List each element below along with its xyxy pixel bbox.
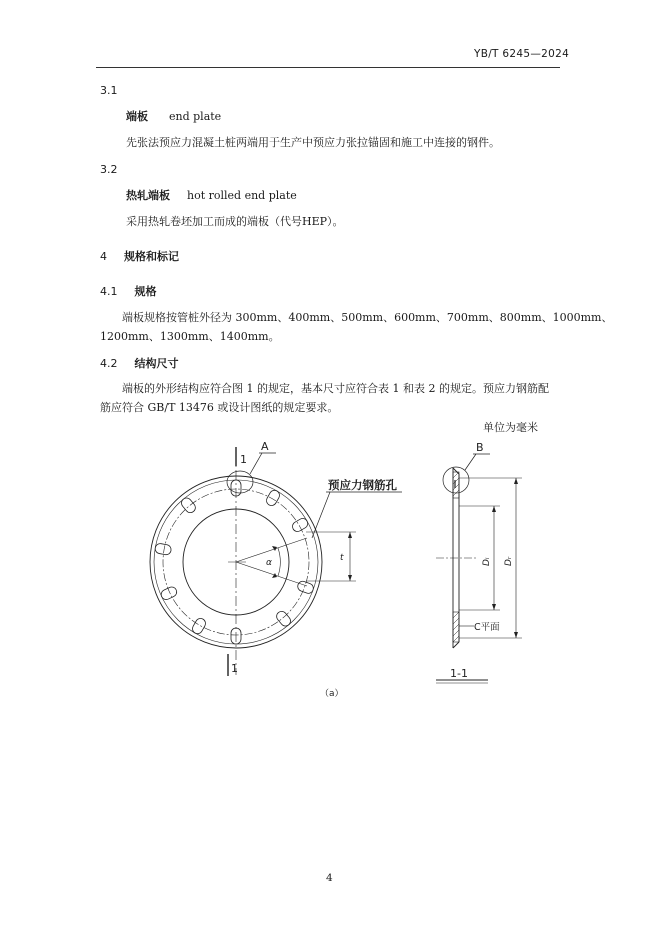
hatch-line bbox=[453, 484, 459, 490]
hole-slot bbox=[154, 543, 171, 556]
dr-arrow-top bbox=[514, 478, 518, 484]
section-view bbox=[436, 454, 522, 683]
clause-4-2-body-line1: 端板的外形结构应符合图 1 的规定，基本尺寸应符合表 1 和表 2 的规定。预应力钢筋配 bbox=[122, 382, 549, 395]
section-title: 1-1 bbox=[450, 667, 468, 680]
term-zh: 端板 bbox=[126, 110, 148, 123]
t-arrow-top bbox=[348, 532, 352, 538]
term-en: hot rolled end plate bbox=[187, 189, 297, 202]
chapter-number: 4 bbox=[100, 250, 107, 263]
clause-4-1-body-line2: 1200mm、1300mm、1400mm。 bbox=[100, 330, 280, 343]
clause-title: 结构尺寸 bbox=[134, 357, 179, 370]
hatch-line bbox=[453, 612, 459, 618]
hole-slot bbox=[265, 488, 282, 507]
dr-arrow-bottom bbox=[514, 632, 518, 638]
di-arrow-bottom bbox=[492, 604, 496, 610]
section-mark-top-label: 1 bbox=[240, 453, 247, 466]
detail-b-leader bbox=[465, 454, 476, 470]
hole-label-leader bbox=[312, 492, 330, 538]
term-zh: 热轧端板 bbox=[126, 189, 170, 202]
standard-code: YB/T 6245—2024 bbox=[474, 48, 570, 60]
dr-label: Dᵣ bbox=[504, 556, 514, 566]
clause-3-2-number: 3.2 bbox=[100, 163, 118, 176]
clause-3-1-definition: 先张法预应力混凝土桩两端用于生产中预应力张拉锚固和施工中连接的钢件。 bbox=[126, 136, 500, 149]
hatch-line bbox=[453, 630, 459, 636]
alpha-label: α bbox=[266, 558, 272, 568]
page-number: 4 bbox=[326, 872, 333, 884]
detail-b-label: B bbox=[476, 441, 484, 454]
c-plane-label: C平面 bbox=[474, 622, 500, 633]
hole-slot bbox=[291, 517, 310, 534]
clause-4-1-body-line1: 端板规格按管桩外径为 300mm、400mm、500mm、600mm、700mm、800mm、1000mm、 bbox=[122, 311, 613, 324]
section-mark-bottom-label: 1 bbox=[231, 662, 238, 675]
hole-label: 预应力钢筋孔 bbox=[328, 478, 397, 492]
chapter-title: 规格和标记 bbox=[124, 250, 179, 263]
unit-note: 单位为毫米 bbox=[483, 421, 538, 434]
detail-a-label: A bbox=[261, 440, 269, 453]
clause-3-1-number: 3.1 bbox=[100, 84, 118, 97]
alpha-arrow-upper bbox=[272, 546, 277, 551]
hatch-line bbox=[453, 618, 459, 624]
clause-number: 4.2 bbox=[100, 357, 118, 370]
hole-slot bbox=[275, 609, 293, 628]
clause-4-2-body-line2: 筋应符合 GB/T 13476 或设计图纸的规定要求。 bbox=[100, 401, 339, 414]
term-en: end plate bbox=[169, 110, 222, 123]
hatch-line bbox=[453, 624, 459, 630]
hole-slot bbox=[179, 496, 197, 515]
di-arrow-top bbox=[492, 506, 496, 512]
figure-caption: （a） bbox=[320, 689, 344, 699]
t-arrow-bottom bbox=[348, 575, 352, 581]
hole-slot bbox=[191, 617, 208, 636]
clause-3-2-definition: 采用热轧卷坯加工而成的端板（代号HEP）。 bbox=[126, 215, 344, 228]
detail-a-leader bbox=[250, 453, 262, 474]
plate-bottom-edge bbox=[453, 642, 459, 648]
hatch-line bbox=[453, 472, 459, 478]
hole-slot bbox=[160, 585, 179, 601]
t-label: t bbox=[340, 553, 344, 563]
hatch-line bbox=[453, 478, 459, 484]
alpha-arc bbox=[278, 548, 280, 576]
di-label: Dᵢ bbox=[482, 557, 492, 566]
alpha-arrow-lower bbox=[272, 573, 277, 578]
clause-title: 规格 bbox=[134, 285, 157, 298]
clause-number: 4.1 bbox=[100, 285, 118, 298]
hatch-line bbox=[453, 636, 459, 642]
